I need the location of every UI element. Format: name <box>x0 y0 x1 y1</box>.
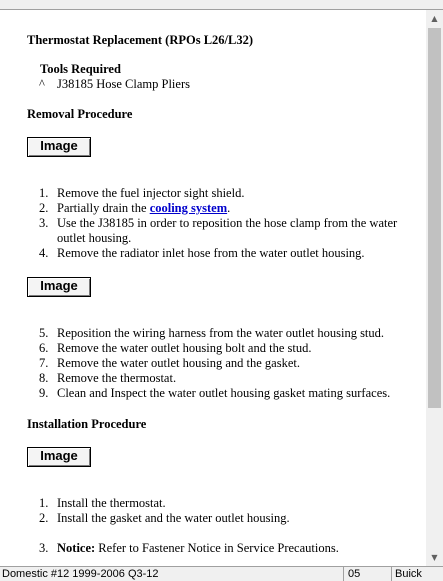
step-text: Install the thermostat. <box>57 496 166 510</box>
list-item <box>27 341 426 356</box>
status-bar <box>0 566 443 581</box>
notice-label: Notice: <box>57 541 96 555</box>
list-item <box>27 216 426 246</box>
step-text: Remove the water outlet housing and the gasket. <box>57 356 300 370</box>
step-text: Refer to Fastener Notice in Service Precautions. <box>98 541 339 555</box>
list-item <box>27 541 426 556</box>
step-text: Reposition the wiring harness from the water outlet housing stud. <box>57 326 385 340</box>
removal-steps-list-2 <box>27 326 426 401</box>
step-text: Remove the water outlet housing bolt and the stud. <box>57 341 312 355</box>
removal-heading: Removal Procedure <box>27 107 133 121</box>
window-top-bar <box>0 0 443 10</box>
step-number: 8. <box>39 371 49 385</box>
step-text-suffix: . <box>227 201 231 215</box>
step-number: 1. <box>39 496 49 510</box>
list-item <box>27 386 426 401</box>
step-number: 6. <box>39 341 49 355</box>
image-button-3[interactable]: Image <box>27 447 91 467</box>
list-item <box>27 511 426 526</box>
scroll-up-arrow-icon[interactable]: ▲ <box>431 14 438 23</box>
step-number: 5. <box>39 326 49 340</box>
step-number: 1. <box>39 186 49 200</box>
status-make: Buick <box>395 568 422 580</box>
list-item <box>27 246 426 261</box>
step-number: 2. <box>39 511 49 525</box>
scrollbar-thumb[interactable] <box>428 28 441 408</box>
list-item <box>27 186 426 201</box>
notice-step-list <box>27 541 426 556</box>
scroll-down-arrow-icon[interactable]: ▼ <box>431 553 438 562</box>
list-item <box>27 496 426 511</box>
page-title: Thermostat Replacement (RPOs L26/L32) <box>27 33 254 47</box>
status-document: Domestic #12 1999-2006 Q3-12 <box>0 567 344 581</box>
step-text: Remove the radiator inlet hose from the water outlet housing. <box>57 246 365 260</box>
step-text: Install the gasket and the water outlet housing. <box>57 511 290 525</box>
removal-steps-list-1 <box>27 186 426 261</box>
step-text: Clean and Inspect the water outlet housing gasket mating surfaces. <box>57 386 391 400</box>
cooling-system-link[interactable]: cooling system <box>149 201 228 215</box>
image-button-2[interactable]: Image <box>27 277 91 297</box>
install-steps-list <box>27 496 426 526</box>
step-number: 2. <box>39 201 49 215</box>
step-number: 4. <box>39 246 49 260</box>
tools-item-label: J38185 Hose Clamp Pliers <box>57 77 190 91</box>
image-button-1[interactable]: Image <box>27 137 91 157</box>
step-text: Remove the thermostat. <box>57 371 177 385</box>
installation-heading: Installation Procedure <box>27 417 147 431</box>
step-text: Remove the fuel injector sight shield. <box>57 186 245 200</box>
list-item <box>27 201 426 216</box>
vertical-scrollbar[interactable] <box>426 10 443 566</box>
caret-icon: ^ <box>39 77 45 91</box>
list-item <box>27 356 426 371</box>
step-number: 3. <box>39 216 49 230</box>
step-text: Partially drain the <box>57 201 150 215</box>
list-item <box>27 371 426 386</box>
step-number: 3. <box>39 541 49 555</box>
tools-heading: Tools Required <box>40 62 121 76</box>
document-content <box>0 10 426 566</box>
tools-item <box>39 77 190 92</box>
step-number: 7. <box>39 356 49 370</box>
step-text: Use the J38185 in order to reposition the hose clamp from the water outlet housing. <box>57 216 398 245</box>
list-item <box>27 326 426 341</box>
step-number: 9. <box>39 386 49 400</box>
status-code: 05 <box>344 567 392 581</box>
